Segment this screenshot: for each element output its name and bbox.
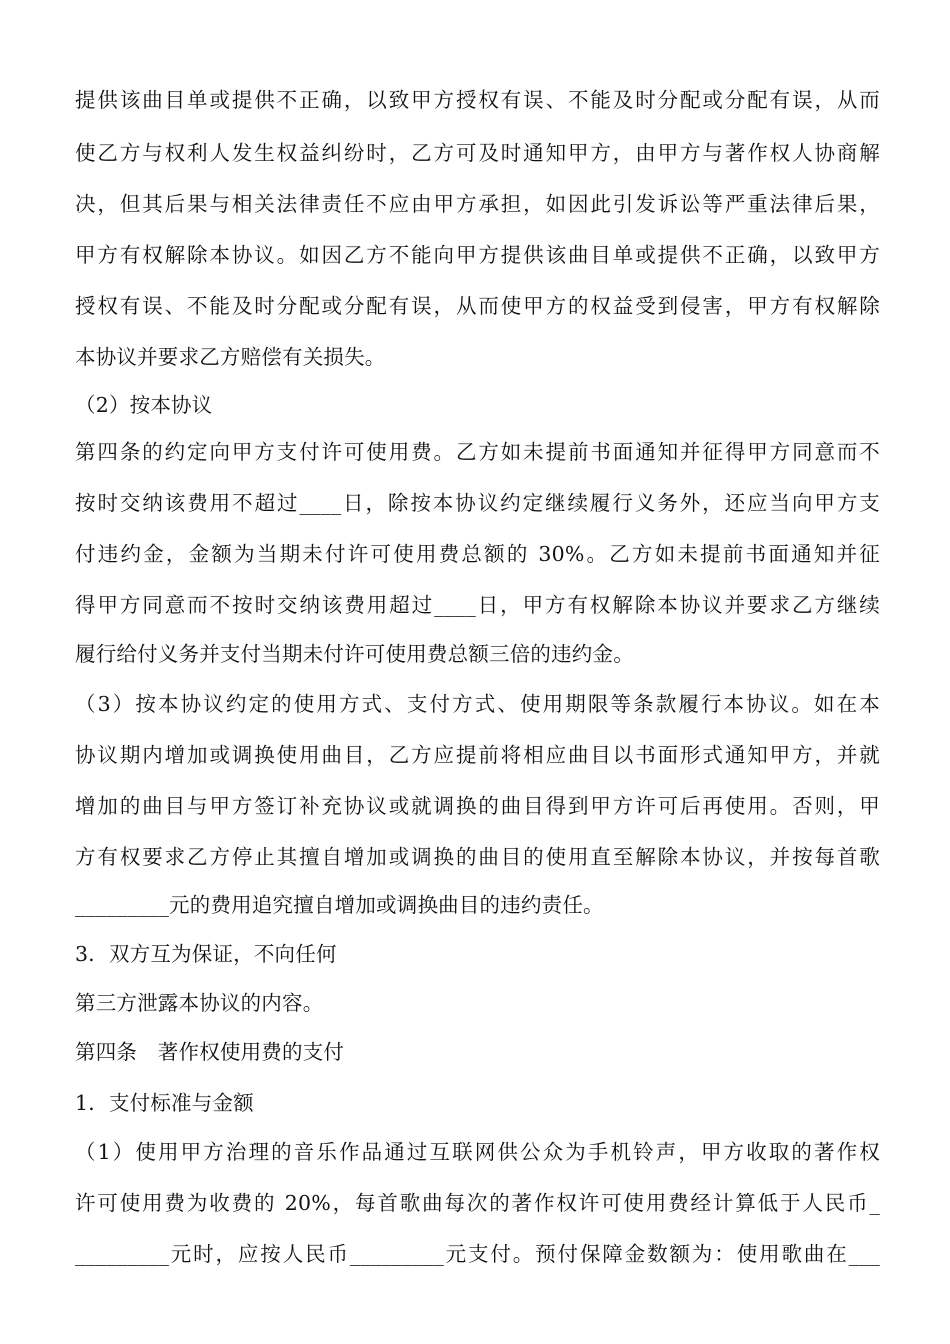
clause-heading: 1．支付标准与金额 <box>75 1091 254 1115</box>
body-text-line: _________元的费用追究擅自增加或调换曲目的违约责任。 <box>75 893 604 917</box>
body-text-line: 按时交纳该费用不超过____日，除按本协议约定继续履行义务外，还应当向甲方支 <box>75 491 880 515</box>
clause-heading: 3．双方互为保证，不向任何 <box>75 942 337 966</box>
body-text-line: （1）使用甲方治理的音乐作品通过互联网供公众为手机铃声，甲方收取的著作权 <box>75 1140 880 1164</box>
article-heading: 第四条 著作权使用费的支付 <box>75 1040 345 1064</box>
body-text-line: 甲方有权解除本协议。如因乙方不能向甲方提供该曲目单或提供不正确，以致甲方 <box>75 243 880 267</box>
body-text-line: 本协议并要求乙方赔偿有关损失。 <box>75 345 386 369</box>
body-text-line: _________元时，应按人民币_________元支付。预付保障金数额为：使用歌曲在___ <box>75 1242 880 1266</box>
body-text-line: 第三方泄露本协议的内容。 <box>75 991 324 1015</box>
body-text-line: 履行给付义务并支付当期未付许可使用费总额三倍的违约金。 <box>75 642 634 666</box>
body-text-line: 增加的曲目与甲方签订补充协议或就调换的曲目得到甲方许可后再使用。否则，甲 <box>75 794 880 818</box>
body-text-line: （3）按本协议约定的使用方式、支付方式、使用期限等条款履行本协议。如在本 <box>75 692 880 716</box>
body-text-line: 第四条的约定向甲方支付许可使用费。乙方如未提前书面通知并征得甲方同意而不 <box>75 440 880 464</box>
body-text-line: 付违约金，金额为当期未付许可使用费总额的 30%。乙方如未提前书面通知并征 <box>75 542 880 566</box>
clause-heading: （2）按本协议 <box>75 393 213 417</box>
body-text-line: 方有权要求乙方停止其擅自增加或调换的曲目的使用直至解除本协议，并按每首歌 <box>75 845 880 869</box>
body-text-line: 授权有误、不能及时分配或分配有误，从而使甲方的权益受到侵害，甲方有权解除 <box>75 294 880 318</box>
body-text-line: 决，但其后果与相关法律责任不应由甲方承担，如因此引发诉讼等严重法律后果， <box>75 192 880 216</box>
body-text-line: 得甲方同意而不按时交纳该费用超过____日，甲方有权解除本协议并要求乙方继续 <box>75 593 880 617</box>
body-text-line: 使乙方与权利人发生权益纠纷时，乙方可及时通知甲方，由甲方与著作权人协商解 <box>75 141 880 165</box>
body-text-line: 许可使用费为收费的 20%，每首歌曲每次的著作权许可使用费经计算低于人民币_ <box>75 1191 880 1215</box>
body-text-line: 提供该曲目单或提供不正确，以致甲方授权有误、不能及时分配或分配有误，从而 <box>75 88 880 112</box>
body-text-line: 协议期内增加或调换使用曲目，乙方应提前将相应曲目以书面形式通知甲方，并就 <box>75 743 880 767</box>
